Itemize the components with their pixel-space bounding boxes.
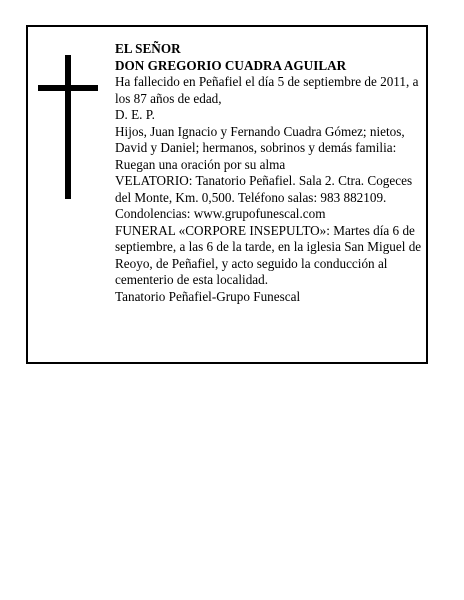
notice-text-block <box>115 41 431 305</box>
wake-info: VELATORIO: Tanatorio Peñafiel. Sala 2. Ctra. Cogeces del Monte, Km. 0,500. Teléfono salas: 983 882109. Condolencias: www.grupofunescal.com <box>115 173 413 221</box>
funeral-home-signature: Tanatorio Peñafiel-Grupo Funescal <box>115 288 301 304</box>
cross-horizontal-bar <box>38 85 98 91</box>
deceased-name: DON GREGORIO CUADRA AGUILAR <box>115 57 347 73</box>
cross-icon <box>38 55 98 199</box>
family-line: Hijos, Juan Ignacio y Fernando Cuadra Gómez; nietos, David y Daniel; hermanos, sobrinos y demás familia: <box>115 123 405 155</box>
obituary-notice <box>26 25 428 364</box>
funeral-info: FUNERAL «CORPORE INSEPULTO»: Martes día 6 de septiembre, a las 6 de la tarde, en la iglesia San Miguel de Reoyo, de Peñafiel, y acto seguido la conducción al cementerio de esta localidad. <box>115 222 422 287</box>
death-announcement: Ha fallecido en Peñafiel el día 5 de septiembre de 2011, a los 87 años de edad, <box>115 74 419 106</box>
prayer-request: Ruegan una oración por su alma <box>115 156 286 172</box>
rip-line: D. E. P. <box>115 107 155 122</box>
cross-vertical-bar <box>65 55 71 199</box>
notice-title-line-1: EL SEÑOR <box>115 41 181 56</box>
